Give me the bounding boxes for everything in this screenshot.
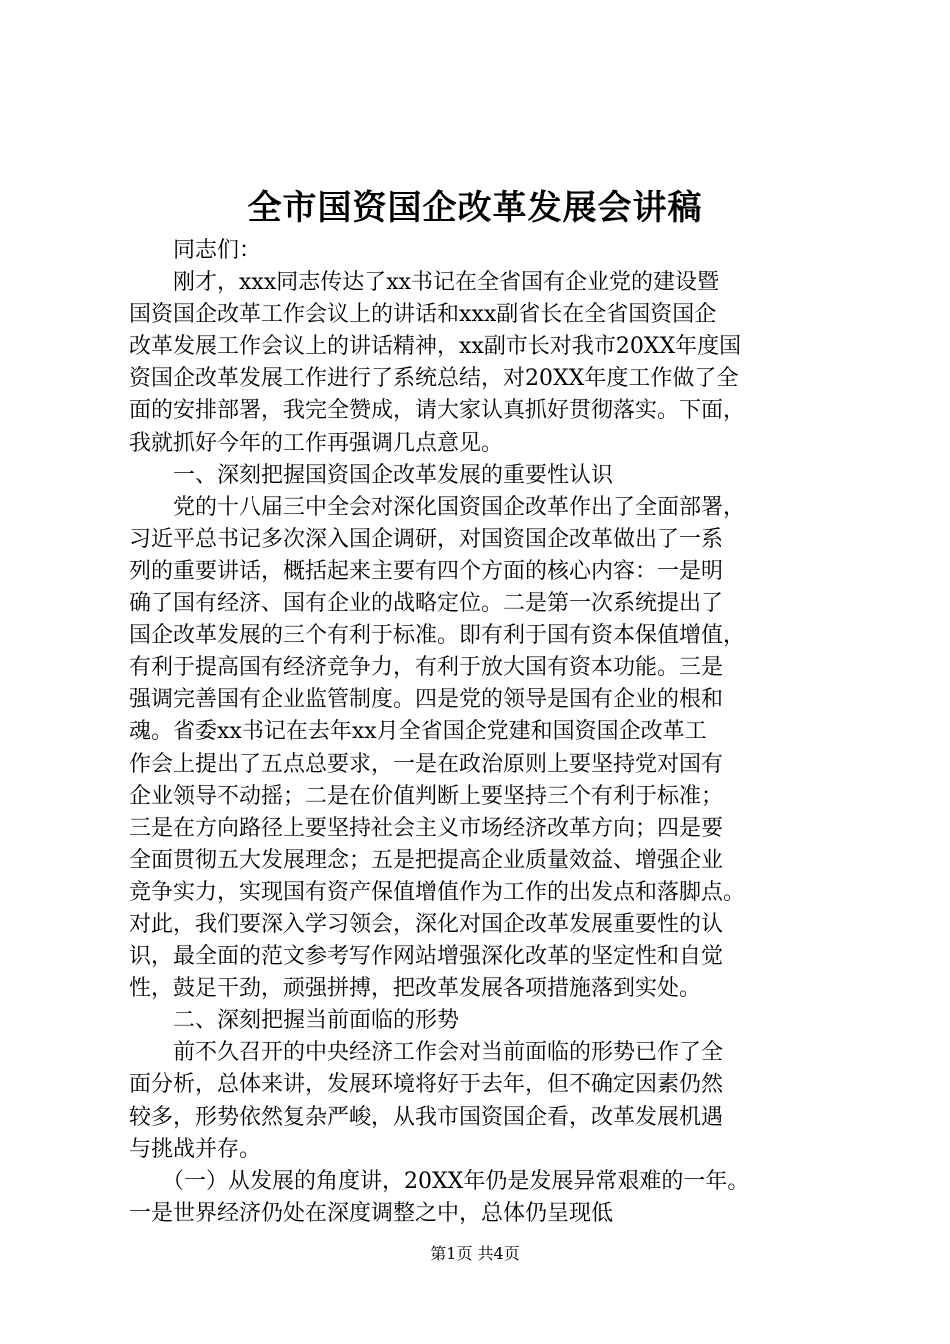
document-body (129, 235, 829, 1230)
body-line: 强调完善国有企业监管制度。四是党的领导是国有企业的根和 (129, 687, 724, 713)
body-line: （一）从发展的角度讲，20XX年仍是发展异常艰难的一年。 (129, 1168, 750, 1194)
body-line: 较多，形势依然复杂严峻，从我市国资国企看，改革发展机遇 (129, 1104, 724, 1130)
section-heading: 一、深刻把握国资国企改革发展的重要性认识 (129, 462, 614, 488)
body-line: 竞争实力，实现国有资产保值增值作为工作的出发点和落脚点。 (129, 879, 746, 905)
body-line: 前不久召开的中央经济工作会对当前面临的形势已作了全 (129, 1040, 724, 1066)
body-line: 面的安排部署，我完全赞成，请大家认真抓好贯彻落实。下面， (129, 398, 746, 424)
body-line: 三是在方向路径上要坚持社会主义市场经济改革方向；四是要 (129, 815, 724, 841)
body-line: 企业领导不动摇；二是在价值判断上要坚持三个有利于标准； (129, 783, 724, 809)
section-heading: 二、深刻把握当前面临的形势 (129, 1008, 460, 1034)
body-line: 党的十八届三中全会对深化国资国企改革作出了全面部署， (129, 494, 746, 520)
body-line: 对此，我们要深入学习领会，深化对国企改革发展重要性的认 (129, 911, 724, 937)
page-footer: 第1页 共4页 (430, 1244, 520, 1263)
body-line: 识，最全面的范文参考写作网站增强深化改革的坚定性和自觉 (129, 944, 724, 970)
body-line: 刚才，xxx同志传达了xx书记在全省国有企业党的建设暨 (129, 270, 720, 296)
body-line: 面分析，总体来讲，发展环境将好于去年，但不确定因素仍然 (129, 1072, 724, 1098)
document-title: 全市国资国企改革发展会讲稿 (247, 188, 703, 228)
body-line: 改革发展工作会议上的讲话精神，xx副市长对我市20XX年度国 (129, 334, 742, 360)
body-line: 我就抓好今年的工作再强调几点意见。 (129, 430, 504, 456)
body-line: 作会上提出了五点总要求，一是在政治原则上要坚持党对国有 (129, 751, 724, 777)
body-line: 魂。省委xx书记在去年xx月全省国企党建和国资国企改革工 (129, 719, 707, 745)
body-line: 全面贯彻五大发展理念；五是把提高企业质量效益、增强企业 (129, 847, 724, 873)
body-line: 与挑战并存。 (129, 1136, 262, 1162)
body-line: 性，鼓足干劲，顽强拼搏，把改革发展各项措施落到实处。 (129, 976, 702, 1002)
body-line: 资国企改革发展工作进行了系统总结，对20XX年度工作做了全 (129, 366, 739, 392)
body-line: 习近平总书记多次深入国企调研，对国资国企改革做出了一系 (129, 526, 724, 552)
body-line: 确了国有经济、国有企业的战略定位。二是第一次系统提出了 (129, 591, 724, 617)
body-line: 国企改革发展的三个有利于标准。即有利于国有资本保值增值， (129, 623, 746, 649)
body-line: 列的重要讲话，概括起来主要有四个方面的核心内容：一是明 (129, 558, 724, 584)
body-line: 国资国企改革工作会议上的讲话和xxx副省长在全省国资国企 (129, 302, 717, 328)
body-line: 一是世界经济仍处在深度调整之中，总体仍呈现低 (129, 1200, 614, 1226)
body-line: 同志们： (129, 238, 262, 263)
body-line: 有利于提高国有经济竞争力，有利于放大国有资本功能。三是 (129, 655, 724, 681)
